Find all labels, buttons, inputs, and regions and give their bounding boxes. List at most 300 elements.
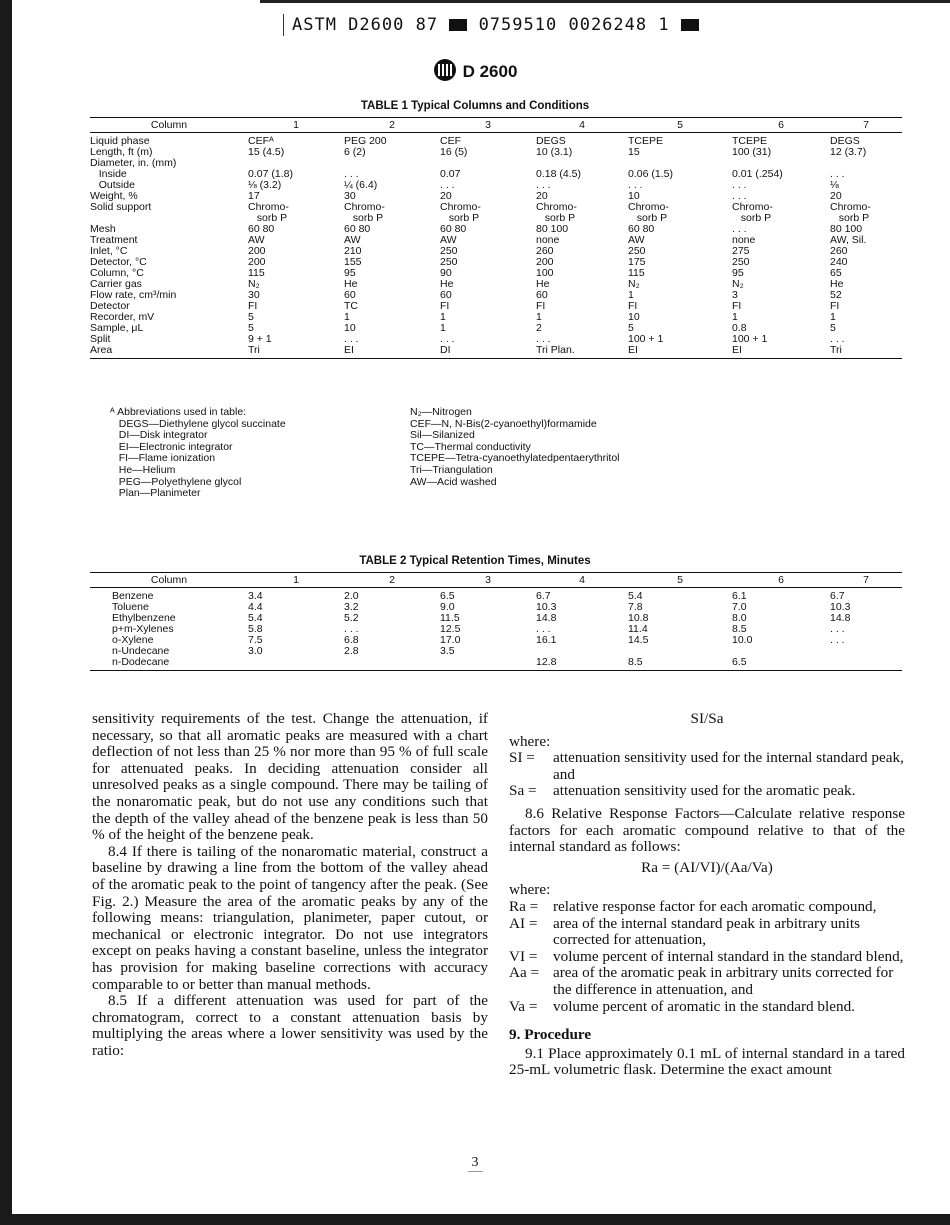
column-header: Column: [90, 118, 248, 133]
row-label: Mesh: [90, 224, 116, 235]
table-cell: He: [344, 279, 358, 290]
table-cell: ¼ (6.4): [344, 180, 378, 191]
column-header: 6: [732, 573, 830, 588]
table-cell: sorb P: [830, 213, 870, 224]
table1-title: TABLE 1 Typical Columns and Conditions: [360, 100, 590, 112]
table-cell: EI: [344, 345, 440, 359]
note-line: TC—Thermal conductivity: [410, 440, 531, 453]
table-cell: none: [536, 235, 560, 246]
table-cell: 8.0: [732, 613, 747, 624]
table-cell: Tri: [830, 345, 902, 359]
table-cell: Chromo-: [344, 202, 385, 213]
table-cell: 115: [628, 268, 645, 279]
table-cell: Chromo-: [248, 202, 289, 213]
column-header: 3: [440, 573, 536, 588]
table2: [90, 572, 902, 671]
table-cell: 11.5: [440, 613, 460, 624]
definition-text: area of the aromatic peak in arbitrary units corrected for the difference in attenuation, and: [553, 964, 894, 998]
table-cell: sorb P: [344, 213, 384, 224]
table1: [90, 117, 902, 359]
column-header: 7: [830, 573, 902, 588]
table-cell: 6.5: [732, 657, 830, 671]
table-cell: 0.8: [732, 323, 747, 334]
header-number1: 0759510: [478, 15, 558, 35]
table-cell: 5: [248, 323, 254, 334]
row-label: Detector: [90, 301, 130, 312]
table-cell: FI: [440, 301, 450, 312]
table-cell: 10.3: [536, 602, 557, 613]
row-label: Toluene: [112, 602, 149, 613]
column-header: 5: [628, 573, 732, 588]
definition-text: volume percent of aromatic in the standard blend.: [553, 997, 855, 1015]
table-cell: sorb P: [628, 213, 668, 224]
table-cell: [732, 646, 830, 657]
table-cell: [628, 158, 732, 169]
table-row: [90, 268, 902, 279]
table-cell: ⅛ (3.2): [248, 180, 282, 191]
where-label: where:: [509, 881, 551, 899]
table-cell: 6.8: [344, 635, 359, 646]
table-cell: 5.4: [628, 590, 643, 602]
column-header: 1: [248, 573, 344, 588]
table-cell: 9 + 1: [248, 334, 272, 345]
table-row: [90, 147, 902, 158]
table-cell: 10: [344, 323, 356, 334]
paragraph-8-3-cont: sensitivity requirements of the test. Change the attenuation, if necessary, so that all aromatic peaks are measured with a chart deflection of not less than 25 % nor more than 95 % of full scale for attenuated peaks. In deciding attenuation consider all unresolved peaks as a single compound. There may be tailing of the nonaromatic peak, but do not use any conditions such that the depth of the valley ahead of the benzene peak is less than 50 % of the height of the benzene peak.: [92, 710, 488, 844]
table-cell: Chromo-: [440, 202, 481, 213]
note-line: PEG—Polyethylene glycol: [110, 475, 242, 488]
table-row: [90, 646, 902, 657]
column-header: 3: [440, 118, 536, 133]
table-cell: TCEPE: [628, 135, 664, 147]
header-code-line: [283, 14, 692, 36]
table-row: [90, 602, 902, 613]
note-line: TCEPE—Tetra-cyanoethylatedpentaerythritol: [410, 452, 620, 465]
table-cell: He: [440, 279, 454, 290]
table-cell: 12.5: [440, 624, 461, 635]
table-cell: 16.1: [536, 635, 557, 646]
definition-text: area of the internal standard peak in arbitrary units corrected for attenuation,: [553, 914, 860, 949]
table-cell: 9.0: [440, 602, 455, 613]
designation: D 2600: [462, 62, 518, 81]
header-code: ASTM D2600 87: [292, 15, 439, 35]
table-cell: 6.7: [536, 590, 551, 602]
row-label: Inside: [90, 169, 127, 180]
row-label: Flow rate, cm³/min: [90, 290, 177, 301]
table-cell: 14.8: [536, 613, 557, 624]
table-cell: FI: [732, 301, 742, 312]
table-cell: 14.5: [628, 635, 649, 646]
note-line: DI—Disk integrator: [110, 429, 208, 442]
table-cell: 15 (4.5): [248, 147, 285, 158]
table-row: [90, 257, 902, 268]
table-cell: N₂: [628, 279, 640, 290]
scan-bottom-edge: [0, 1214, 950, 1225]
note-line: AW—Acid washed: [410, 475, 497, 488]
table-cell: 7.8: [628, 602, 643, 613]
table1-header-row: [90, 118, 902, 133]
table-cell: . . .: [628, 180, 643, 191]
table-cell: 1: [732, 312, 738, 323]
table-cell: [248, 158, 344, 169]
table-cell: TC: [344, 301, 358, 312]
table-cell: EI: [732, 345, 830, 359]
row-label: Inlet, °C: [90, 246, 128, 257]
definition-si: [509, 750, 905, 783]
symbol: SI =: [509, 749, 535, 767]
table-cell: N₂: [732, 279, 744, 290]
designation-line: [0, 58, 950, 82]
table-cell: FI: [830, 301, 840, 312]
column-header: 6: [732, 118, 830, 133]
table-cell: . . .: [732, 180, 747, 191]
table-row: [90, 180, 902, 191]
table-row: [90, 169, 902, 180]
table-row: [90, 312, 902, 323]
row-label: Diameter, in. (mm): [90, 158, 177, 169]
table-row: [90, 301, 902, 312]
table-cell: 12.8: [536, 657, 628, 671]
notes-right: [410, 407, 670, 488]
note-line: ᴬ Abbreviations used in table:: [110, 406, 247, 418]
table-row: [90, 191, 902, 202]
table-row: [90, 290, 902, 301]
table-cell: [536, 646, 628, 657]
table-cell: 60 80: [440, 224, 467, 235]
table-cell: 0.07: [440, 169, 461, 180]
note-line: Sil—Silanized: [410, 429, 475, 442]
table-cell: ⅛: [830, 180, 839, 191]
table-cell: 8.5: [732, 624, 747, 635]
table-cell: CEF: [440, 135, 461, 147]
table2-header-row: [90, 573, 902, 588]
table-cell: 200: [248, 246, 266, 257]
row-label: Column, °C: [90, 268, 144, 279]
table-cell: 10: [628, 312, 640, 323]
symbol: Ra =: [509, 897, 539, 915]
page-number: 3: [468, 1155, 483, 1172]
table-row: [90, 588, 902, 603]
table-cell: 260: [536, 246, 554, 257]
table-cell: 15: [628, 147, 640, 158]
table-cell: 17: [248, 191, 260, 202]
table-cell: 200: [248, 257, 266, 268]
table-cell: 240: [830, 257, 848, 268]
table-row: [90, 613, 902, 624]
table-cell: 17.0: [440, 635, 461, 646]
table-cell: . . .: [830, 635, 845, 646]
table-cell: 60 80: [344, 224, 371, 235]
table-cell: [830, 657, 902, 671]
table-cell: 6.5: [440, 590, 455, 602]
notes-left: [110, 407, 390, 500]
table-cell: 250: [440, 246, 458, 257]
row-label: Area: [90, 345, 248, 359]
definition-va: [509, 999, 905, 1016]
table-cell: 5: [628, 323, 634, 334]
row-label: Ethylbenzene: [112, 613, 176, 624]
table-cell: . . .: [536, 624, 551, 635]
table-cell: [344, 158, 440, 169]
row-label: Treatment: [90, 235, 138, 246]
table-cell: . . .: [344, 624, 359, 635]
paragraph-8-6: 8.6 Relative Response Factors—Calculate relative response factors for each aromatic compound relative to that of the internal standard as follows:: [509, 804, 905, 856]
definition-sa: [509, 783, 905, 800]
table-cell: sorb P: [440, 213, 480, 224]
table-row: [90, 635, 902, 646]
table-cell: CEFᴬ: [248, 135, 274, 147]
table-cell: AW, Sil.: [830, 235, 867, 246]
table-cell: TCEPE: [732, 135, 768, 147]
table-cell: DEGS: [830, 135, 860, 147]
table2-title: TABLE 2 Typical Retention Times, Minutes: [359, 555, 591, 567]
table-cell: . . .: [732, 224, 747, 235]
table-cell: 12 (3.7): [830, 147, 867, 158]
table-cell: Tri: [248, 345, 344, 359]
table-cell: 14.8: [830, 613, 851, 624]
table-cell: 155: [344, 257, 362, 268]
left-text-column: [92, 711, 488, 1059]
table-cell: 250: [440, 257, 458, 268]
table-cell: Chromo-: [536, 202, 577, 213]
table-cell: [732, 158, 830, 169]
column-header: 2: [344, 573, 440, 588]
scan-top-edge: [260, 0, 950, 3]
table-cell: 3.2: [344, 602, 359, 613]
table-row: [90, 158, 902, 169]
table-cell: 210: [344, 246, 362, 257]
column-header: Column: [90, 573, 248, 588]
row-label: Split: [90, 334, 111, 345]
table-cell: [440, 657, 536, 671]
table-cell: 60: [440, 290, 452, 301]
table-cell: 6.7: [830, 590, 845, 602]
table-cell: 10.0: [732, 635, 753, 646]
table-cell: FI: [248, 301, 258, 312]
table-row: [90, 345, 902, 359]
table-cell: He: [536, 279, 550, 290]
symbol: Va =: [509, 997, 538, 1015]
table-cell: [536, 158, 628, 169]
table-cell: . . .: [344, 334, 359, 345]
definition-ra: [509, 899, 905, 916]
table-cell: 100 (31): [732, 147, 772, 158]
formula-response-factor: Ra = (AI/VI)/(Aa/Va): [641, 858, 773, 876]
table-cell: 2.0: [344, 590, 359, 602]
table-cell: [830, 646, 902, 657]
table-cell: 1: [830, 312, 836, 323]
table-cell: 1: [536, 312, 542, 323]
row-label: n-Dodecane: [90, 657, 248, 671]
table-cell: 95: [344, 268, 356, 279]
table-cell: 16 (5): [440, 147, 468, 158]
table-cell: [440, 158, 536, 169]
table-row: [90, 224, 902, 235]
table-cell: 60: [536, 290, 548, 301]
column-header: 5: [628, 118, 732, 133]
table-cell: . . .: [344, 169, 359, 180]
table-cell: 0.07 (1.8): [248, 169, 293, 180]
table-cell: . . .: [536, 180, 551, 191]
column-header: 4: [536, 573, 628, 588]
table-row: [90, 657, 902, 671]
table-cell: 3.0: [248, 646, 263, 657]
where-label: where:: [509, 732, 551, 750]
table-cell: Chromo-: [830, 202, 871, 213]
row-label: Recorder, mV: [90, 312, 155, 323]
table-cell: 10 (3.1): [536, 147, 573, 158]
table-cell: DEGS: [536, 135, 566, 147]
table-cell: 7.0: [732, 602, 747, 613]
table-cell: 0.01 (.254): [732, 169, 783, 180]
header-block-mark: [449, 19, 467, 31]
definition-vi: [509, 949, 905, 966]
paragraph-8-5: 8.5 If a different attenuation was used for part of the chromatogram, correct to a constant attenuation basis by multiplying the areas where a lower sensitivity was used by the ratio:: [92, 992, 488, 1059]
table-cell: 3: [732, 290, 738, 301]
definition-aa: [509, 965, 905, 998]
row-label: n-Undecane: [112, 646, 170, 657]
table-cell: 52: [830, 290, 842, 301]
table-cell: Chromo-: [732, 202, 773, 213]
table-row: [90, 235, 902, 246]
table-cell: 1: [440, 323, 446, 334]
table-cell: EI: [628, 345, 732, 359]
table-cell: 8.5: [628, 657, 732, 671]
note-line: DEGS—Diethylene glycol succinate: [110, 417, 286, 430]
table-cell: 2: [536, 323, 542, 334]
symbol: AI =: [509, 914, 538, 932]
definition-ai: [509, 916, 905, 949]
formula-attenuation-ratio: SI/Sa: [690, 710, 724, 727]
row-label: p+m-Xylenes: [112, 624, 174, 635]
note-line: He—Helium: [110, 463, 176, 476]
table-cell: 95: [732, 268, 744, 279]
table-cell: 5.4: [248, 613, 263, 624]
table-cell: 5.8: [248, 624, 263, 635]
paragraph-8-4: 8.4 If there is tailing of the nonaromatic material, construct a baseline by drawing a line from the bottom of the valley ahead of the aromatic peak to the point of tangency after the peak. (See Fig. 2.) Measure the area of the aromatic peaks by any of the following means: triangulation, planimeter, paper cutout, or mechanical or electronic integrator. Do not use integrators except on peaks having a constant baseline, unless the integrator has provision for making baseline corrections with accuracy comparable to or better than manual methods.: [92, 842, 488, 993]
table-cell: 90: [440, 268, 452, 279]
table-cell: 60 80: [248, 224, 275, 235]
table-cell: 1: [344, 312, 350, 323]
header-block-mark: [681, 19, 699, 31]
table-row: [90, 279, 902, 290]
table-cell: 10.3: [830, 602, 851, 613]
right-text-column: [509, 711, 905, 1079]
symbol: VI =: [509, 947, 538, 965]
table-cell: 200: [536, 257, 554, 268]
table-cell: Chromo-: [628, 202, 669, 213]
table-cell: sorb P: [536, 213, 576, 224]
table-row: [90, 202, 902, 213]
table-cell: 275: [732, 246, 750, 257]
table-cell: DI: [440, 345, 536, 359]
row-label: Outside: [90, 180, 135, 191]
table-cell: 115: [248, 268, 265, 279]
column-header: 7: [830, 118, 902, 133]
table-cell: 20: [830, 191, 842, 202]
symbol: Sa =: [509, 782, 537, 800]
column-header: 2: [344, 118, 440, 133]
table-cell: . . .: [830, 169, 845, 180]
table-cell: 1: [628, 290, 634, 301]
table-cell: 250: [732, 257, 750, 268]
table-cell: 10: [628, 191, 640, 202]
note-line: FI—Flame ionization: [110, 452, 216, 465]
table-cell: 60: [344, 290, 356, 301]
table-cell: 10.8: [628, 613, 649, 624]
table-cell: AW: [440, 235, 457, 246]
row-label: Solid support: [90, 202, 152, 213]
table-cell: 0.18 (4.5): [536, 169, 581, 180]
table-cell: 5: [830, 323, 836, 334]
column-header: 1: [248, 118, 344, 133]
table-cell: 7.5: [248, 635, 263, 646]
table-cell: [628, 646, 732, 657]
table-cell: 5: [248, 312, 254, 323]
table-cell: 1: [440, 312, 446, 323]
table-cell: 20: [440, 191, 452, 202]
table-row: [90, 246, 902, 257]
note-line: Plan—Planimeter: [110, 487, 201, 500]
table-cell: 3.4: [248, 590, 263, 602]
definition-text: attenuation sensitivity used for the aromatic peak.: [553, 782, 856, 800]
section-heading-procedure: 9. Procedure: [509, 1026, 592, 1044]
symbol: Aa =: [509, 964, 540, 982]
note-line: Tri—Triangulation: [410, 463, 493, 476]
table-cell: Tri Plan.: [536, 345, 628, 359]
header-number2: 0026248 1: [568, 15, 670, 35]
table-cell: 5.2: [344, 613, 359, 624]
note-line: CEF—N, N-Bis(2-cyanoethyl)formamide: [410, 417, 597, 430]
row-label: [90, 213, 248, 224]
table-cell: [248, 657, 344, 671]
table-cell: sorb P: [248, 213, 288, 224]
table-cell: PEG 200: [344, 135, 387, 147]
table-cell: 100 + 1: [628, 334, 664, 345]
scan-left-edge: [0, 0, 12, 1225]
row-label: Weight, %: [90, 191, 138, 202]
table-cell: 30: [344, 191, 356, 202]
table-cell: 4.4: [248, 602, 263, 613]
table-cell: AW: [344, 235, 361, 246]
page-footer: [0, 1155, 950, 1172]
table-cell: . . .: [830, 624, 845, 635]
definition-text: relative response factor for each aromatic compound,: [553, 897, 877, 915]
column-header: 4: [536, 118, 628, 133]
table-cell: 60 80: [628, 224, 655, 235]
table-cell: 6.1: [732, 590, 747, 602]
table-cell: N₂: [248, 279, 260, 290]
table-cell: 11.4: [628, 624, 648, 635]
table-cell: 260: [830, 246, 848, 257]
table-cell: [830, 158, 902, 169]
paragraph-9-1: 9.1 Place approximately 0.1 mL of internal standard in a tared 25-mL volumetric flask. Determine the exact amount: [509, 1044, 905, 1079]
table-cell: 2.8: [344, 646, 359, 657]
table-cell: AW: [248, 235, 265, 246]
table-cell: . . .: [440, 180, 455, 191]
table-row: [90, 334, 902, 345]
table-cell: 100: [536, 268, 554, 279]
note-line: EI—Electronic integrator: [110, 440, 233, 453]
table-cell: 175: [628, 257, 646, 268]
table-cell: sorb P: [732, 213, 772, 224]
table-cell: 20: [536, 191, 548, 202]
row-label: Liquid phase: [90, 135, 150, 147]
table-cell: FI: [628, 301, 638, 312]
row-label: Benzene: [112, 590, 154, 602]
table-cell: . . .: [440, 334, 455, 345]
astm-logo-icon: [433, 58, 457, 82]
